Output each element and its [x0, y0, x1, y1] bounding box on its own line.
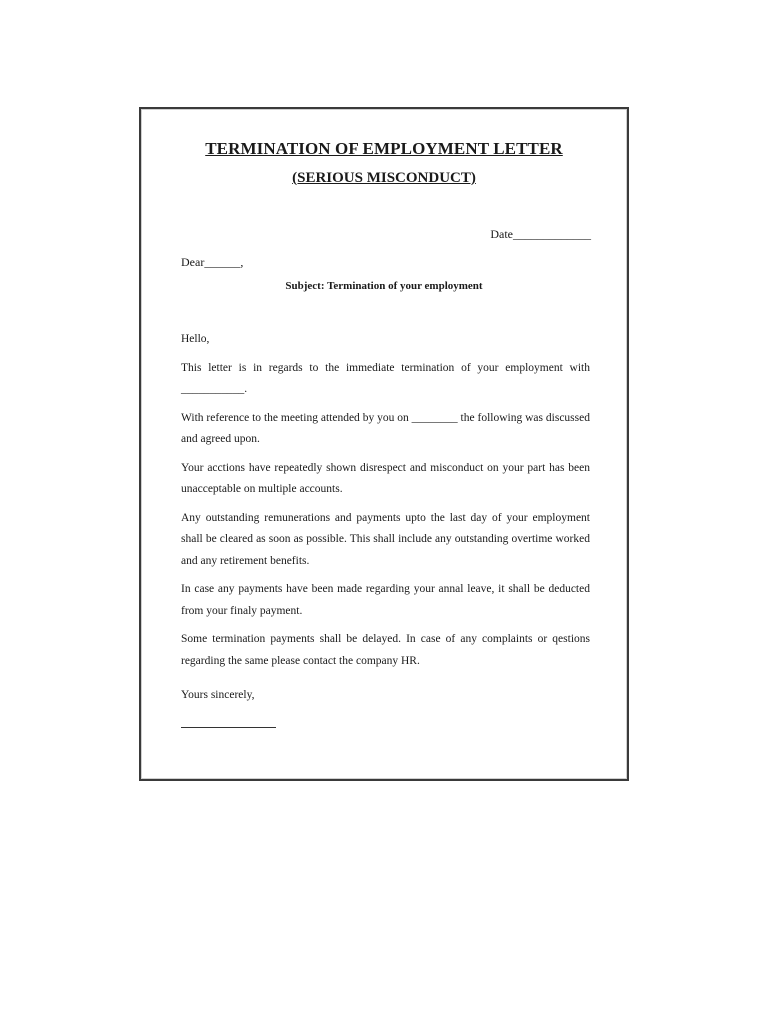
paragraph-leave: In case any payments have been made regarding your annal leave, it shall be deducted from your finaly payment. [181, 583, 590, 617]
signature-line [181, 717, 276, 728]
subject-line: Subject: Termination of your employment [285, 280, 483, 292]
greeting: Hello, [181, 333, 210, 345]
paragraph-termination: This letter is in regards to the immediate termination of your employment with ___________. [181, 361, 590, 395]
letter-page [139, 107, 629, 781]
salutation: Dear______, [181, 255, 244, 269]
letter-title: TERMINATION OF EMPLOYMENT LETTER [205, 139, 563, 158]
paragraph-misconduct: Your acctions have repeatedly shown disrespect and misconduct on your part has been unacceptable on multiple accounts. [181, 461, 590, 495]
paragraph-delayed-payments: Some termination payments shall be delayed. In case of any complaints or qestions regarding the same please contact the company HR. [181, 633, 590, 667]
paragraph-remuneration: Any outstanding remunerations and payments upto the last day of your employment shall be cleared as soon as possible. This shall include any outstanding overtime worked and any retirement benefits. [181, 511, 590, 567]
letter-body [181, 329, 590, 714]
closing: Yours sincerely, [181, 689, 255, 701]
date-field: Date_____________ [490, 227, 591, 241]
paragraph-meeting: With reference to the meeting attended by you on ________ the following was discussed and agreed upon. [181, 411, 590, 445]
letter-subtitle: (SERIOUS MISCONDUCT) [292, 170, 476, 186]
